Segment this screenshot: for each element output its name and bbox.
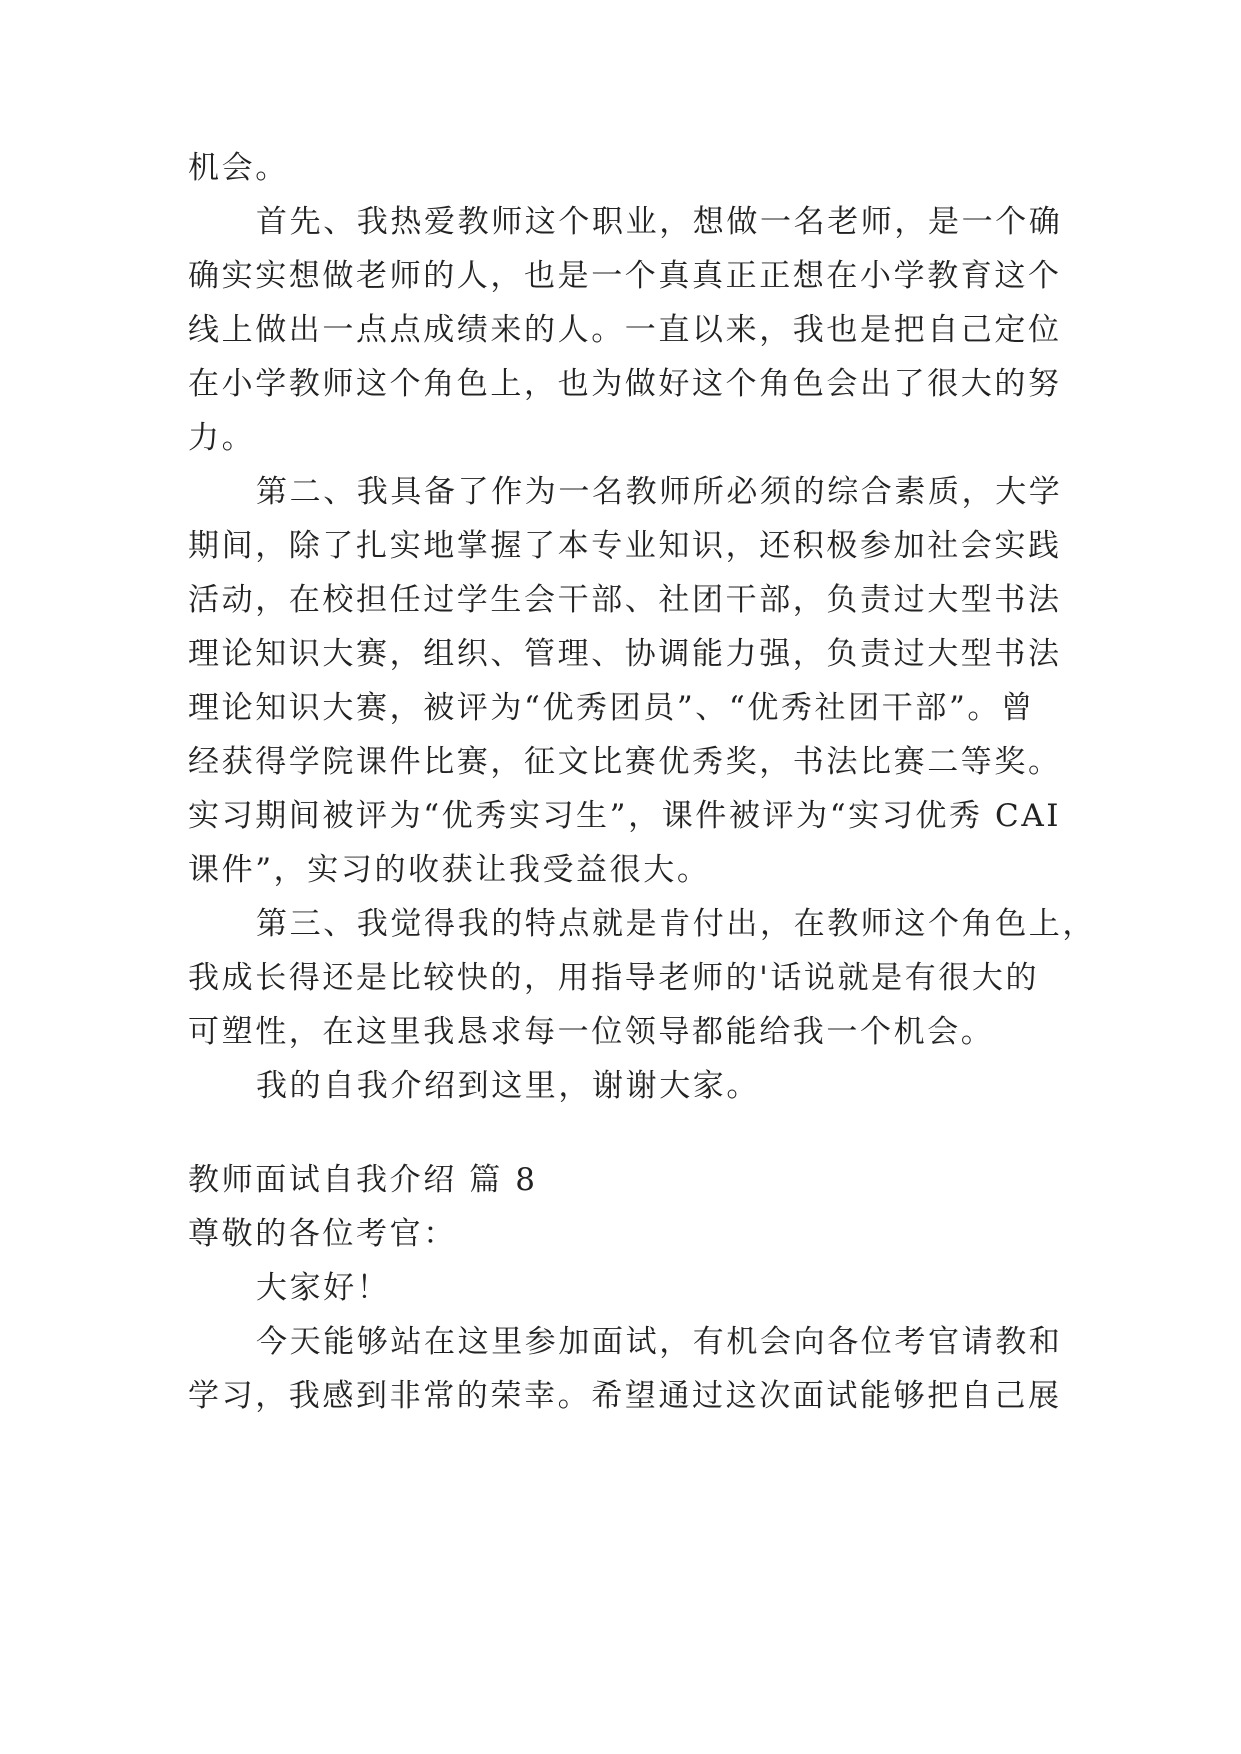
paragraph-line: 活动，在校担任过学生会干部、社团干部，负责过大型书法 xyxy=(188,582,1062,618)
paragraph-line: 理论知识大赛，组织、管理、协调能力强，负责过大型书法 xyxy=(188,636,1062,672)
paragraph-line: 我成长得还是比较快的，用指导老师的'话说就是有很大的 xyxy=(188,960,1040,996)
paragraph-line: 我的自我介绍到这里，谢谢大家。 xyxy=(256,1068,760,1104)
paragraph-line: 今天能够站在这里参加面试，有机会向各位考官请教和 xyxy=(256,1324,1063,1360)
paragraph-line: 经获得学院课件比赛，征文比赛优秀奖，书法比赛二等奖。 xyxy=(188,744,1062,780)
salutation: 尊敬的各位考官： xyxy=(188,1216,457,1252)
paragraph-line: 确实实想做老师的人，也是一个真真正正想在小学教育这个 xyxy=(188,258,1062,294)
greeting: 大家好！ xyxy=(256,1270,391,1306)
paragraph-line: 理论知识大赛，被评为“优秀团员”、“优秀社团干部”。曾 xyxy=(188,690,1035,726)
paragraph-line: 机会。 xyxy=(188,150,289,186)
paragraph-line: 课件”，实习的收获让我受益很大。 xyxy=(188,852,711,888)
paragraph-line: 可塑性，在这里我恳求每一位领导都能给我一个机会。 xyxy=(188,1014,995,1050)
paragraph-line: 力。 xyxy=(188,420,256,456)
paragraph-line: 期间，除了扎实地掌握了本专业知识，还积极参加社会实践 xyxy=(188,528,1062,564)
section-heading: 教师面试自我介绍 篇 8 xyxy=(188,1162,538,1198)
paragraph-line: 第二、我具备了作为一名教师所必须的综合素质，大学 xyxy=(256,474,1063,510)
paragraph-line: 学习，我感到非常的荣幸。希望通过这次面试能够把自己展 xyxy=(188,1378,1062,1414)
paragraph-line: 第三、我觉得我的特点就是肯付出，在教师这个角色上， xyxy=(256,906,1096,942)
paragraph-line: 线上做出一点点成绩来的人。一直以来，我也是把自己定位 xyxy=(188,312,1062,348)
paragraph-line: 在小学教师这个角色上，也为做好这个角色会出了很大的努 xyxy=(188,366,1062,402)
paragraph-line: 首先、我热爱教师这个职业，想做一名老师，是一个确 xyxy=(256,204,1063,240)
paragraph-line: 实习期间被评为“优秀实习生”，课件被评为“实习优秀 CAI xyxy=(188,798,1062,834)
